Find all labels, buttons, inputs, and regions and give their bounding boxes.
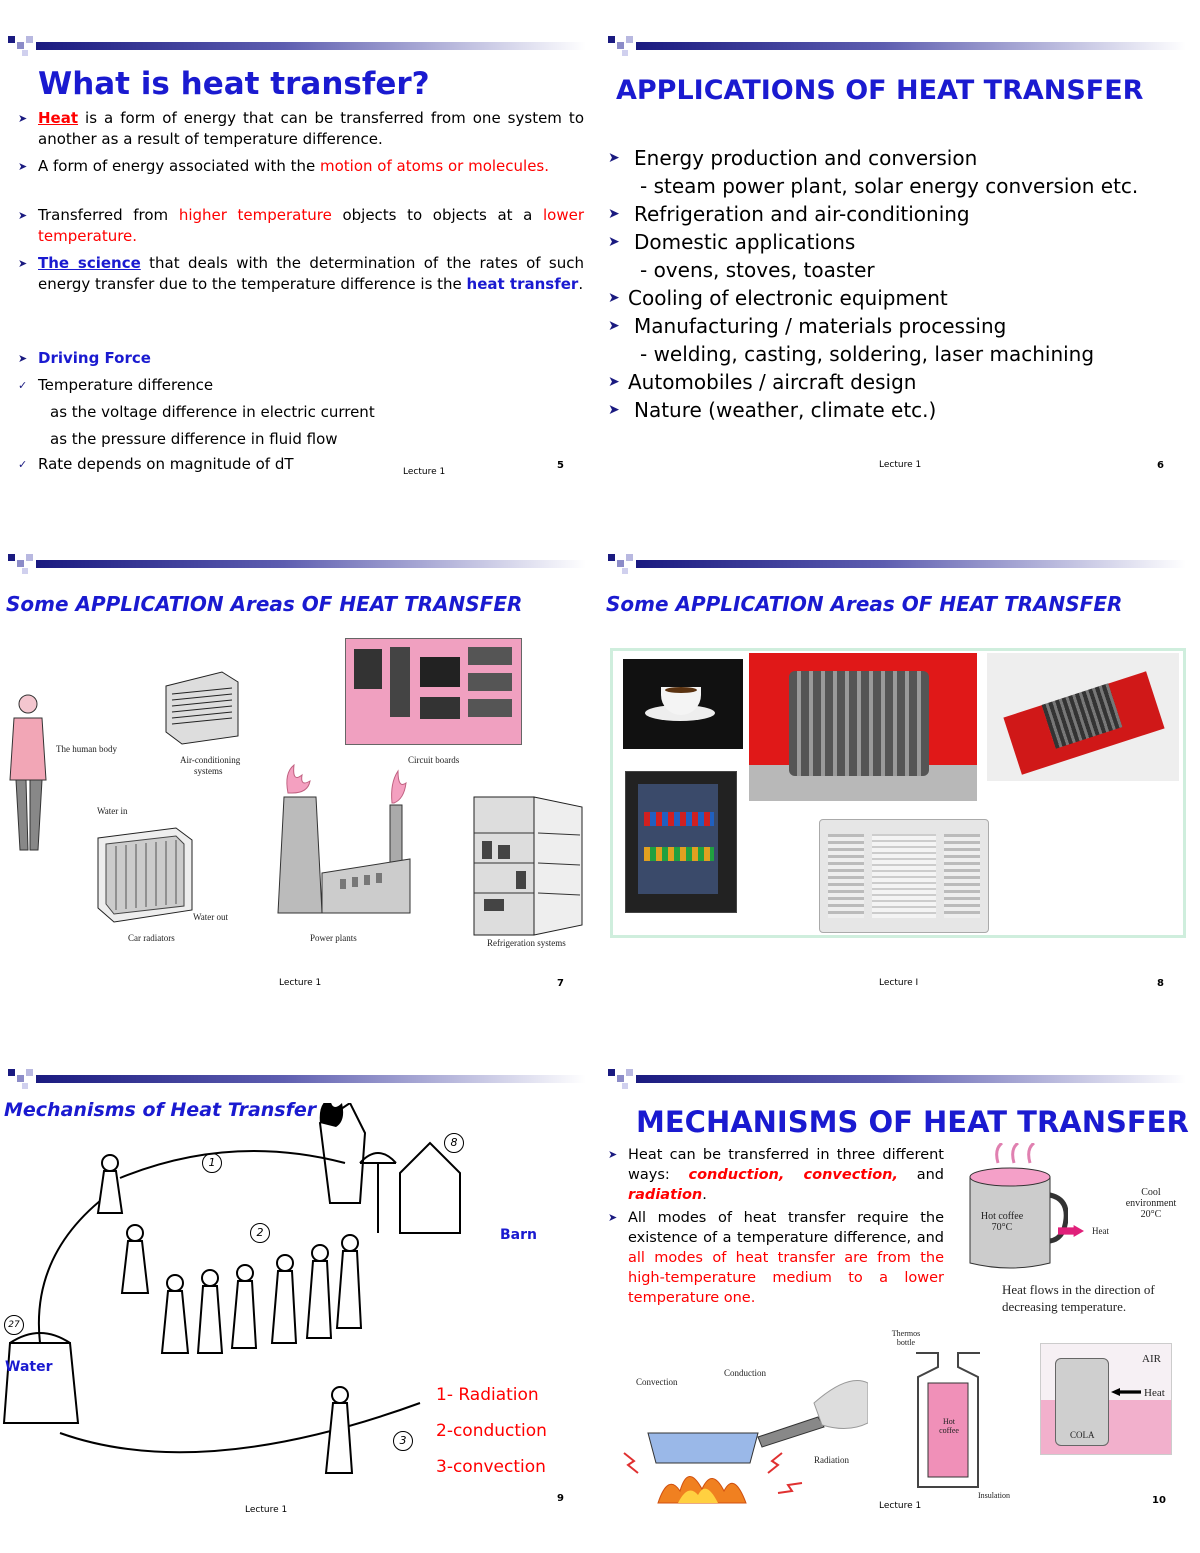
arrow-bullet-icon: ➤ (608, 206, 620, 222)
footer-lecture: Lecture I (879, 978, 919, 988)
insulation-label: Insulation (978, 1491, 1010, 1500)
mode-conduction: 2-conduction (436, 1421, 547, 1441)
highlight-text: radiation (628, 1187, 703, 1203)
mode-convection: 3-convection (436, 1457, 546, 1477)
page-number: 7 (557, 978, 564, 989)
logo-square (17, 1075, 24, 1082)
bullet-text: Heat can be transferred in three different ways: (628, 1147, 944, 1183)
slide-10 (600, 1063, 1196, 1553)
logo-square (626, 1069, 633, 1076)
page-number: 10 (1152, 1495, 1166, 1506)
mini-fridge-photo (625, 771, 737, 913)
term-heat-transfer: heat transfer (466, 275, 579, 293)
list-subitem: - steam power plant, solar energy conversion etc. (640, 174, 1139, 198)
caption-human-body: The human body (56, 744, 117, 754)
logo-square (622, 1083, 628, 1089)
caption-water-in: Water in (97, 806, 128, 816)
logo-square (608, 554, 615, 561)
footer-lecture: Lecture 1 (279, 978, 322, 988)
heat-label: Heat (1092, 1226, 1109, 1236)
list-item-label: Automobiles / aircraft design (628, 370, 917, 394)
list-item (608, 200, 1188, 228)
barn-label: Barn (500, 1227, 537, 1243)
logo-square (17, 42, 24, 49)
refrigerator-illustration (470, 793, 588, 938)
header-bar (636, 560, 1186, 568)
bullet-text: Transferred from (38, 206, 179, 224)
slide-title: APPLICATIONS OF HEAT TRANSFER (616, 75, 1144, 106)
caption-ac: Air-conditioning (180, 755, 241, 765)
driving-force-label: Driving Force (38, 349, 151, 367)
arrow-bullet-icon: ➤ (608, 402, 620, 418)
bullet-transfer (18, 205, 584, 247)
bullet-text: All modes of heat transfer require the existence of a temperature difference, and (628, 1210, 944, 1246)
check-temperature (18, 375, 213, 396)
logo-square (622, 568, 628, 574)
slide-title: Mechanisms of Heat Transfer (4, 1099, 317, 1121)
list-item-label: Nature (weather, climate etc.) (634, 398, 937, 422)
radiator-photo (749, 653, 977, 801)
circle-marker-1: 1 (202, 1153, 222, 1173)
radiation-label: Radiation (814, 1455, 849, 1465)
logo-square (17, 560, 24, 567)
list-item (608, 368, 1188, 396)
bullet-text: and (898, 1167, 945, 1183)
logo-square (8, 36, 15, 43)
power-plant-illustration (270, 763, 420, 923)
logo-square (617, 1075, 624, 1082)
arrow-bullet-icon: ➤ (608, 1148, 618, 1161)
bullet-all-modes (608, 1208, 944, 1308)
logo-square (608, 1069, 615, 1076)
arrow-bullet-icon: ➤ (18, 352, 28, 365)
highlight-text: motion of atoms or molecules. (320, 157, 550, 175)
footer-lecture: Lecture 1 (245, 1505, 288, 1515)
slide-6 (600, 30, 1196, 530)
bullet-text: A form of energy associated with the (38, 157, 321, 175)
bullet-driving-force (18, 348, 151, 369)
environment-label: Cool environment 20°C (1125, 1187, 1177, 1220)
page-number: 8 (1157, 978, 1164, 989)
logo-square (626, 554, 633, 561)
footer-lecture: Lecture 1 (403, 467, 446, 477)
hot-coffee-label: Hot coffee (939, 1417, 959, 1435)
bullet-text: . (578, 275, 584, 293)
arrow-bullet-icon: ➤ (608, 290, 620, 306)
list-subitem: - ovens, stoves, toaster (640, 258, 875, 282)
logo-square (8, 554, 15, 561)
highlight-text: lower temperature. (38, 206, 584, 245)
list-item (608, 144, 1188, 172)
caption-water-out: Water out (193, 912, 229, 922)
arrow-bullet-icon: ➤ (608, 1211, 618, 1224)
arrow-bullet-icon: ➤ (608, 318, 620, 334)
logo-square (26, 36, 33, 43)
bullet-text: objects to objects at a (331, 206, 543, 224)
human-body-illustration (8, 690, 58, 860)
mode-radiation: 1- Radiation (436, 1385, 539, 1405)
firefighting-illustration (0, 1103, 470, 1523)
list-item (608, 284, 1188, 312)
check-rate (18, 454, 294, 475)
header-bar (36, 1075, 586, 1083)
header-bar (636, 42, 1186, 50)
page-number: 9 (557, 1493, 564, 1504)
arrow-bullet-icon: ➤ (18, 257, 28, 270)
air-label: AIR (1142, 1353, 1161, 1365)
circle-marker-8: 8 (444, 1133, 464, 1153)
list-item-label: Energy production and conversion (634, 146, 978, 170)
slide-title: Some APPLICATION Areas OF HEAT TRANSFER (606, 592, 1123, 616)
highlight-text: higher temperature (178, 206, 332, 224)
logo-square (8, 1069, 15, 1076)
logo-square (608, 36, 615, 43)
water-label: Water (5, 1359, 53, 1375)
car-radiator-illustration (92, 818, 202, 928)
slide-title: MECHANISMS OF HEAT TRANSFER (636, 1105, 1189, 1139)
logo-square (22, 568, 28, 574)
slide-title: What is heat transfer? (38, 66, 430, 102)
bullet-three-ways (608, 1145, 944, 1205)
logo-square (26, 1069, 33, 1076)
check-icon: ✓ (18, 458, 28, 471)
sub-pressure: as the pressure difference in fluid flow (50, 430, 338, 448)
application-list (608, 144, 1188, 424)
slide-9 (0, 1063, 596, 1553)
logo-square (22, 1083, 28, 1089)
slide-8 (600, 548, 1196, 1048)
highlight-text: conduction, convection, (688, 1167, 898, 1183)
list-item (608, 396, 1188, 424)
list-item-label: Refrigeration and air-conditioning (634, 202, 970, 226)
cola-label: COLA (1070, 1430, 1095, 1440)
header-bar (36, 560, 586, 568)
list-item (608, 312, 1188, 340)
sub-voltage: as the voltage difference in electric current (50, 403, 375, 421)
list-subitem: - welding, casting, soldering, laser machining (640, 342, 1095, 366)
header-bar (636, 1075, 1186, 1083)
heat-label-2: Heat (1144, 1387, 1165, 1399)
check-icon: ✓ (18, 379, 28, 392)
bullet-text: that deals with the determination of the rates of such energy transfer due to the temperature difference is the (38, 254, 585, 293)
window-ac-photo (819, 819, 989, 933)
graphics-card-photo (987, 653, 1179, 781)
footer-lecture: Lecture 1 (879, 460, 922, 470)
logo-square (617, 42, 624, 49)
circle-marker-3: 3 (393, 1431, 413, 1451)
slide-title: Some APPLICATION Areas OF HEAT TRANSFER (6, 592, 523, 616)
thermos-label: Thermos bottle (891, 1329, 921, 1347)
caption-ac-2: systems (194, 766, 223, 776)
caption-car-radiator: Car radiators (128, 933, 175, 943)
logo-square (626, 36, 633, 43)
heat-flow-caption: Heat flows in the direction of decreasing temperature. (1002, 1282, 1155, 1314)
term-heat: Heat (38, 109, 79, 127)
check-text: Temperature difference (38, 376, 214, 394)
list-item-label: Cooling of electronic equipment (628, 286, 948, 310)
page-number: 5 (557, 460, 564, 471)
logo-square (22, 50, 28, 56)
air-conditioner-illustration (162, 666, 242, 746)
arrow-bullet-icon: ➤ (608, 234, 620, 250)
list-item-label: Domestic applications (634, 230, 856, 254)
circle-marker-2: 2 (250, 1223, 270, 1243)
caption-refrigerator: Refrigeration systems (487, 938, 566, 948)
footer-lecture: Lecture 1 (879, 1501, 922, 1511)
arrow-bullet-icon: ➤ (18, 209, 28, 222)
conduction-label: Conduction (724, 1368, 766, 1378)
caption-power-plant: Power plants (310, 933, 357, 943)
check-text: Rate depends on magnitude of dT (38, 455, 294, 473)
slide-5 (0, 30, 596, 530)
page-number: 6 (1157, 460, 1164, 471)
coffee-photo (623, 659, 743, 749)
bullet-science (18, 253, 584, 295)
list-item-label: Manufacturing / materials processing (634, 314, 1007, 338)
mug-label: Hot coffee 70°C (980, 1211, 1024, 1233)
circle-marker-27: 27 (4, 1315, 24, 1335)
circuit-board-illustration (345, 638, 522, 745)
bullet-energy (18, 156, 584, 177)
list-item (608, 228, 1188, 256)
caption-circuit: Circuit boards (408, 755, 460, 765)
slide-7 (0, 548, 596, 1048)
coffee-mug-diagram (968, 1143, 1068, 1273)
highlight-text: all modes of heat transfer are from the high-temperature medium to a lower temperature one. (628, 1250, 944, 1306)
bullet-text: is a form of energy that can be transferred from one system to another as a result of temperature difference. (38, 109, 584, 148)
bullet-text: . (702, 1187, 707, 1203)
logo-square (617, 560, 624, 567)
logo-square (622, 50, 628, 56)
photo-panel (610, 648, 1186, 938)
header-bar (36, 42, 586, 50)
logo-square (26, 554, 33, 561)
term-science: The science (38, 254, 141, 272)
arrow-bullet-icon: ➤ (18, 112, 28, 125)
arrow-bullet-icon: ➤ (608, 374, 620, 390)
convection-label: Convection (636, 1377, 678, 1387)
bullet-heat (18, 108, 584, 150)
arrow-bullet-icon: ➤ (608, 150, 620, 166)
arrow-bullet-icon: ➤ (18, 160, 28, 173)
